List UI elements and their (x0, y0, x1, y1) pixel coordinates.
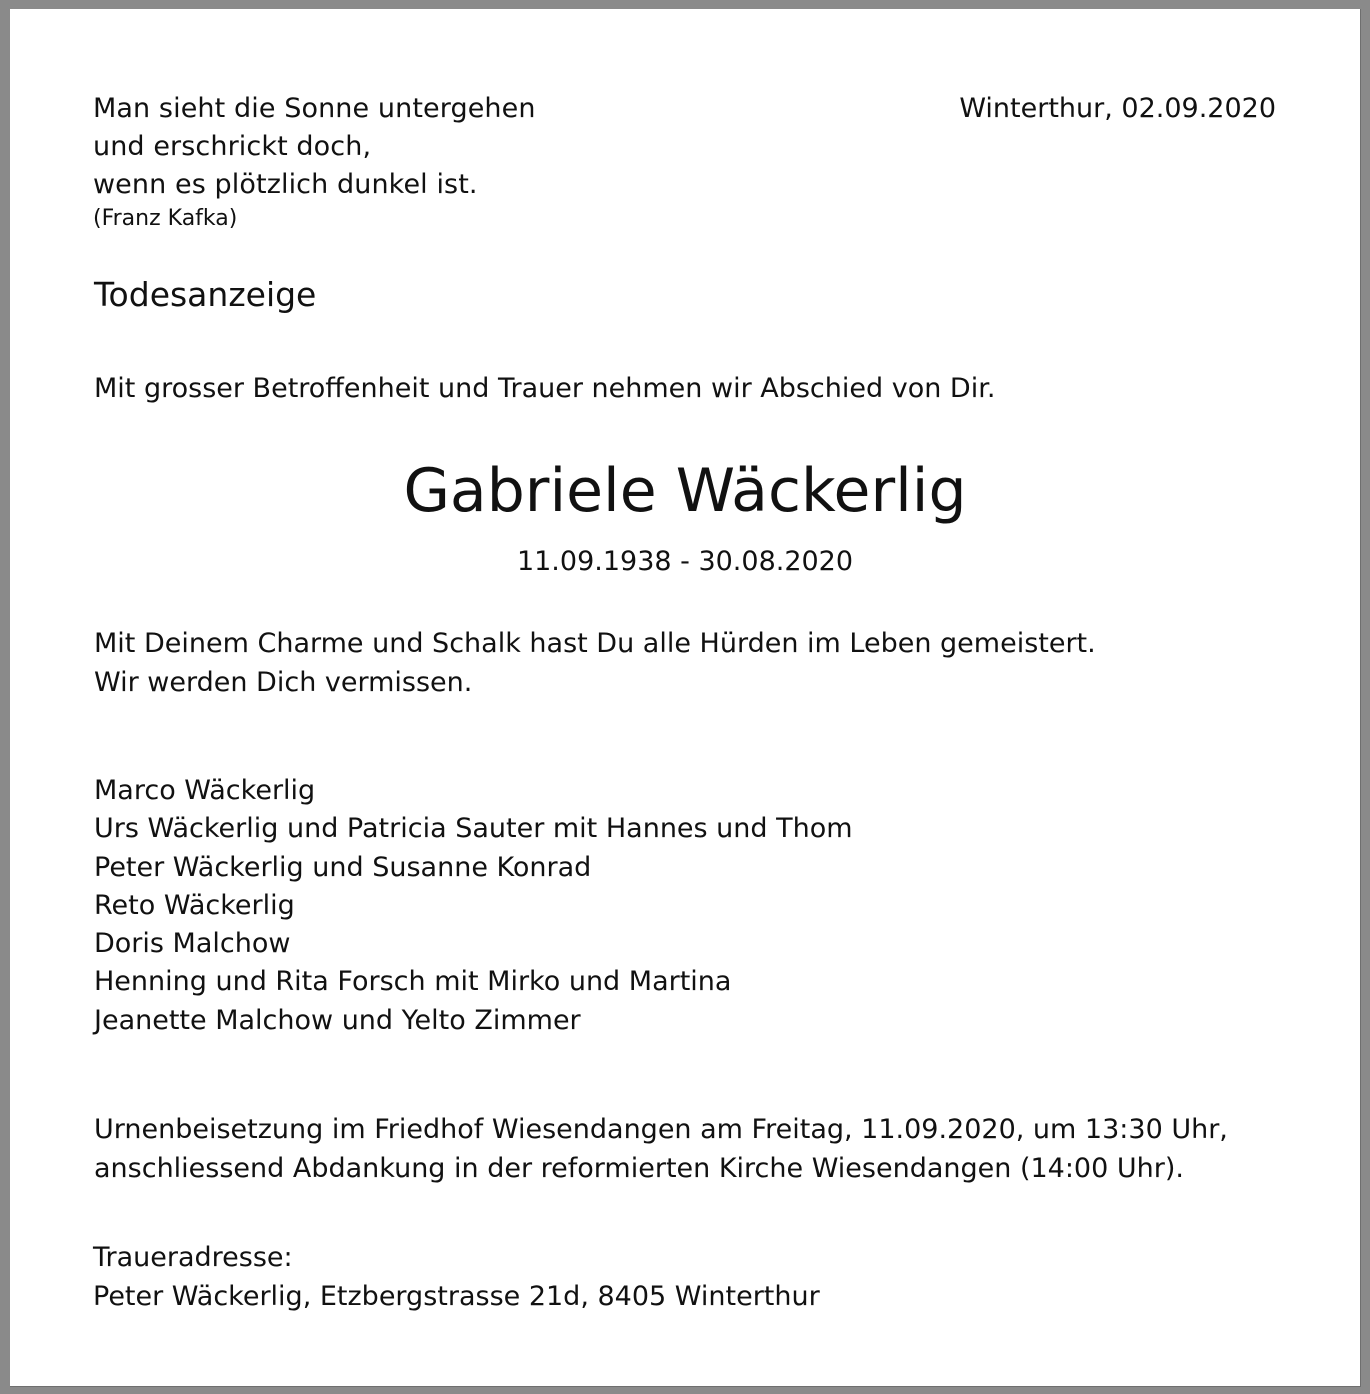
tribute-block (94, 625, 1096, 702)
mourner-item: Henning und Rita Forsch mit Mirko und Martina (94, 966, 732, 998)
mourners-list (94, 772, 853, 1040)
quote-line: Man sieht die Sonne untergehen (93, 93, 536, 124)
mourner-item: Urs Wäckerlig und Patricia Sauter mit Hannes und Thom (94, 813, 853, 845)
mourner-item: Jeanette Malchow und Yelto Zimmer (94, 1004, 581, 1036)
deceased-name: Gabriele Wäckerlig (403, 456, 967, 526)
tribute-line: Wir werden Dich vermissen. (94, 666, 473, 698)
mourner-item: Doris Malchow (94, 928, 291, 960)
ceremony-block (94, 1111, 1228, 1188)
quote-line: wenn es plötzlich dunkel ist. (93, 169, 478, 200)
ceremony-line: anschliessend Abdankung in der reformierten Kirche Wiesendangen (14:00 Uhr). (94, 1152, 1184, 1184)
life-dates: 11.09.1938 - 30.08.2020 (516, 546, 854, 577)
quote-author: (Franz Kafka) (93, 206, 238, 231)
obituary-page (10, 9, 1361, 1387)
mourner-item: Marco Wäckerlig (94, 775, 316, 806)
address-label: Traueradresse: (93, 1242, 293, 1273)
tribute-line: Mit Deinem Charme und Schalk hast Du alle Hürden im Leben gemeistert. (94, 628, 1096, 659)
quote-line: und erschrickt doch, (93, 131, 372, 162)
mourner-item: Reto Wäckerlig (94, 889, 295, 921)
address-value: Peter Wäckerlig, Etzbergstrasse 21d, 8405 Winterthur (93, 1280, 820, 1312)
address-block (93, 1239, 820, 1316)
mourner-item: Peter Wäckerlig und Susanne Konrad (94, 851, 592, 883)
place-date: Winterthur, 02.09.2020 (959, 93, 1276, 124)
quote-block (93, 90, 536, 234)
notice-heading: Todesanzeige (94, 275, 317, 314)
intro-text: Mit grosser Betroffenheit und Trauer nehmen wir Abschied von Dir. (94, 373, 996, 404)
ceremony-line: Urnenbeisetzung im Friedhof Wiesendangen am Freitag, 11.09.2020, um 13:30 Uhr, (94, 1114, 1228, 1145)
